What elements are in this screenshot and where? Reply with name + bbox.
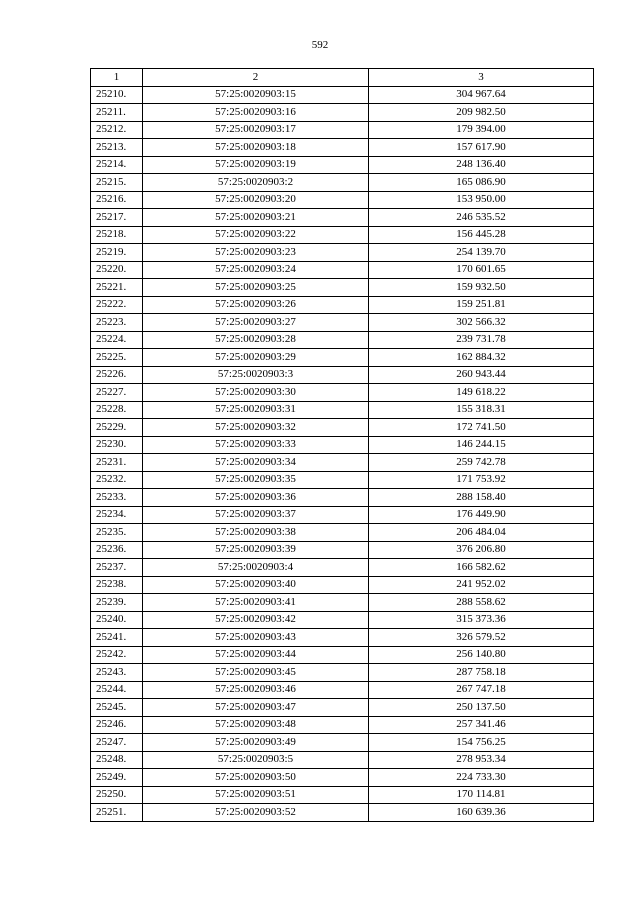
row-number: 25222. bbox=[91, 296, 143, 314]
cadastral-value: 170 601.65 bbox=[369, 261, 594, 279]
column-header-1: 1 bbox=[91, 69, 143, 87]
cadastral-value: 171 753.92 bbox=[369, 471, 594, 489]
row-number: 25237. bbox=[91, 559, 143, 577]
table-row bbox=[91, 191, 594, 209]
cadastral-number: 57:25:0020903:40 bbox=[143, 576, 369, 594]
row-number: 25238. bbox=[91, 576, 143, 594]
table-row bbox=[91, 104, 594, 122]
row-number: 25210. bbox=[91, 86, 143, 104]
table-row bbox=[91, 559, 594, 577]
cadastral-number: 57:25:0020903:50 bbox=[143, 769, 369, 787]
cadastral-value: 248 136.40 bbox=[369, 156, 594, 174]
row-number: 25220. bbox=[91, 261, 143, 279]
table-row bbox=[91, 646, 594, 664]
cadastral-value: 287 758.18 bbox=[369, 664, 594, 682]
row-number: 25215. bbox=[91, 174, 143, 192]
table-row bbox=[91, 594, 594, 612]
table-row bbox=[91, 366, 594, 384]
cadastral-number: 57:25:0020903:26 bbox=[143, 296, 369, 314]
cadastral-value: 157 617.90 bbox=[369, 139, 594, 157]
row-number: 25246. bbox=[91, 716, 143, 734]
cadastral-number: 57:25:0020903:48 bbox=[143, 716, 369, 734]
table-row bbox=[91, 174, 594, 192]
cadastral-value: 176 449.90 bbox=[369, 506, 594, 524]
cadastral-value: 259 742.78 bbox=[369, 454, 594, 472]
cadastral-number: 57:25:0020903:46 bbox=[143, 681, 369, 699]
row-number: 25243. bbox=[91, 664, 143, 682]
row-number: 25236. bbox=[91, 541, 143, 559]
table-row bbox=[91, 471, 594, 489]
cadastral-value: 326 579.52 bbox=[369, 629, 594, 647]
table-row bbox=[91, 506, 594, 524]
cadastral-value: 246 535.52 bbox=[369, 209, 594, 227]
row-number: 25245. bbox=[91, 699, 143, 717]
row-number: 25244. bbox=[91, 681, 143, 699]
table-row bbox=[91, 716, 594, 734]
row-number: 25241. bbox=[91, 629, 143, 647]
row-number: 25250. bbox=[91, 786, 143, 804]
table-row bbox=[91, 664, 594, 682]
cadastral-number: 57:25:0020903:39 bbox=[143, 541, 369, 559]
cadastral-number: 57:25:0020903:37 bbox=[143, 506, 369, 524]
table-row bbox=[91, 401, 594, 419]
cadastral-value: 278 953.34 bbox=[369, 751, 594, 769]
row-number: 25235. bbox=[91, 524, 143, 542]
table-row bbox=[91, 314, 594, 332]
cadastral-value: 288 558.62 bbox=[369, 594, 594, 612]
table-row bbox=[91, 786, 594, 804]
table-row bbox=[91, 261, 594, 279]
row-number: 25230. bbox=[91, 436, 143, 454]
cadastral-number: 57:25:0020903:24 bbox=[143, 261, 369, 279]
row-number: 25242. bbox=[91, 646, 143, 664]
cadastral-number: 57:25:0020903:23 bbox=[143, 244, 369, 262]
cadastral-number: 57:25:0020903:31 bbox=[143, 401, 369, 419]
cadastral-value: 241 952.02 bbox=[369, 576, 594, 594]
cadastral-value: 209 982.50 bbox=[369, 104, 594, 122]
row-number: 25231. bbox=[91, 454, 143, 472]
cadastral-value: 162 884.32 bbox=[369, 349, 594, 367]
cadastral-number: 57:25:0020903:5 bbox=[143, 751, 369, 769]
table-body bbox=[91, 86, 594, 821]
cadastral-number: 57:25:0020903:41 bbox=[143, 594, 369, 612]
row-number: 25223. bbox=[91, 314, 143, 332]
cadastral-value: 260 943.44 bbox=[369, 366, 594, 384]
cadastral-number: 57:25:0020903:21 bbox=[143, 209, 369, 227]
table-row bbox=[91, 331, 594, 349]
row-number: 25218. bbox=[91, 226, 143, 244]
table-row bbox=[91, 296, 594, 314]
cadastral-number: 57:25:0020903:49 bbox=[143, 734, 369, 752]
row-number: 25247. bbox=[91, 734, 143, 752]
row-number: 25240. bbox=[91, 611, 143, 629]
column-header-2: 2 bbox=[143, 69, 369, 87]
row-number: 25249. bbox=[91, 769, 143, 787]
cadastral-value: 170 114.81 bbox=[369, 786, 594, 804]
cadastral-number: 57:25:0020903:44 bbox=[143, 646, 369, 664]
cadastral-value: 149 618.22 bbox=[369, 384, 594, 402]
table-row bbox=[91, 384, 594, 402]
row-number: 25213. bbox=[91, 139, 143, 157]
cadastral-value: 239 731.78 bbox=[369, 331, 594, 349]
row-number: 25221. bbox=[91, 279, 143, 297]
header-row bbox=[91, 69, 594, 87]
cadastral-number: 57:25:0020903:25 bbox=[143, 279, 369, 297]
table-row bbox=[91, 576, 594, 594]
cadastral-number: 57:25:0020903:32 bbox=[143, 419, 369, 437]
cadastral-value: 146 244.15 bbox=[369, 436, 594, 454]
table-row bbox=[91, 489, 594, 507]
table-row bbox=[91, 209, 594, 227]
cadastral-value: 172 741.50 bbox=[369, 419, 594, 437]
row-number: 25251. bbox=[91, 804, 143, 822]
row-number: 25211. bbox=[91, 104, 143, 122]
table-row bbox=[91, 86, 594, 104]
column-header-3: 3 bbox=[369, 69, 594, 87]
table-row bbox=[91, 769, 594, 787]
cadastral-number: 57:25:0020903:16 bbox=[143, 104, 369, 122]
row-number: 25232. bbox=[91, 471, 143, 489]
row-number: 25234. bbox=[91, 506, 143, 524]
cadastral-number: 57:25:0020903:22 bbox=[143, 226, 369, 244]
cadastral-number: 57:25:0020903:17 bbox=[143, 121, 369, 139]
cadastral-value: 179 394.00 bbox=[369, 121, 594, 139]
cadastral-number: 57:25:0020903:52 bbox=[143, 804, 369, 822]
cadastral-value: 376 206.80 bbox=[369, 541, 594, 559]
cadastral-number: 57:25:0020903:4 bbox=[143, 559, 369, 577]
cadastral-value: 267 747.18 bbox=[369, 681, 594, 699]
cadastral-value: 156 445.28 bbox=[369, 226, 594, 244]
cadastral-number: 57:25:0020903:36 bbox=[143, 489, 369, 507]
table-row bbox=[91, 244, 594, 262]
row-number: 25216. bbox=[91, 191, 143, 209]
cadastral-value: 254 139.70 bbox=[369, 244, 594, 262]
row-number: 25239. bbox=[91, 594, 143, 612]
table-row bbox=[91, 349, 594, 367]
cadastral-number: 57:25:0020903:15 bbox=[143, 86, 369, 104]
cadastral-number: 57:25:0020903:20 bbox=[143, 191, 369, 209]
table-row bbox=[91, 156, 594, 174]
cadastral-value: 288 158.40 bbox=[369, 489, 594, 507]
row-number: 25217. bbox=[91, 209, 143, 227]
cadastral-value: 153 950.00 bbox=[369, 191, 594, 209]
row-number: 25226. bbox=[91, 366, 143, 384]
cadastral-number: 57:25:0020903:42 bbox=[143, 611, 369, 629]
row-number: 25224. bbox=[91, 331, 143, 349]
cadastral-number: 57:25:0020903:51 bbox=[143, 786, 369, 804]
row-number: 25214. bbox=[91, 156, 143, 174]
table-row bbox=[91, 734, 594, 752]
cadastral-value: 155 318.31 bbox=[369, 401, 594, 419]
table-row bbox=[91, 121, 594, 139]
cadastral-number: 57:25:0020903:2 bbox=[143, 174, 369, 192]
row-number: 25227. bbox=[91, 384, 143, 402]
row-number: 25212. bbox=[91, 121, 143, 139]
row-number: 25248. bbox=[91, 751, 143, 769]
cadastral-number: 57:25:0020903:18 bbox=[143, 139, 369, 157]
cadastral-number: 57:25:0020903:34 bbox=[143, 454, 369, 472]
table-row bbox=[91, 454, 594, 472]
table-row bbox=[91, 419, 594, 437]
cadastral-value: 224 733.30 bbox=[369, 769, 594, 787]
cadastral-number: 57:25:0020903:45 bbox=[143, 664, 369, 682]
cadastral-value: 257 341.46 bbox=[369, 716, 594, 734]
row-number: 25229. bbox=[91, 419, 143, 437]
cadastral-value-table bbox=[90, 68, 594, 822]
cadastral-number: 57:25:0020903:38 bbox=[143, 524, 369, 542]
table-row bbox=[91, 226, 594, 244]
table-row bbox=[91, 681, 594, 699]
cadastral-number: 57:25:0020903:47 bbox=[143, 699, 369, 717]
cadastral-number: 57:25:0020903:30 bbox=[143, 384, 369, 402]
cadastral-number: 57:25:0020903:29 bbox=[143, 349, 369, 367]
row-number: 25225. bbox=[91, 349, 143, 367]
cadastral-value: 166 582.62 bbox=[369, 559, 594, 577]
cadastral-value: 159 251.81 bbox=[369, 296, 594, 314]
cadastral-value: 165 086.90 bbox=[369, 174, 594, 192]
cadastral-value: 256 140.80 bbox=[369, 646, 594, 664]
table-row bbox=[91, 629, 594, 647]
table-row bbox=[91, 611, 594, 629]
cadastral-value: 206 484.04 bbox=[369, 524, 594, 542]
cadastral-number: 57:25:0020903:35 bbox=[143, 471, 369, 489]
cadastral-value: 315 373.36 bbox=[369, 611, 594, 629]
cadastral-number: 57:25:0020903:3 bbox=[143, 366, 369, 384]
table-row bbox=[91, 804, 594, 822]
row-number: 25228. bbox=[91, 401, 143, 419]
page-number: 592 bbox=[311, 39, 329, 51]
cadastral-value: 304 967.64 bbox=[369, 86, 594, 104]
table-row bbox=[91, 751, 594, 769]
cadastral-value: 160 639.36 bbox=[369, 804, 594, 822]
table-row bbox=[91, 524, 594, 542]
cadastral-value: 302 566.32 bbox=[369, 314, 594, 332]
cadastral-number: 57:25:0020903:28 bbox=[143, 331, 369, 349]
table-row bbox=[91, 541, 594, 559]
cadastral-value: 250 137.50 bbox=[369, 699, 594, 717]
row-number: 25233. bbox=[91, 489, 143, 507]
cadastral-number: 57:25:0020903:27 bbox=[143, 314, 369, 332]
table-row bbox=[91, 436, 594, 454]
table-row bbox=[91, 279, 594, 297]
cadastral-number: 57:25:0020903:33 bbox=[143, 436, 369, 454]
cadastral-number: 57:25:0020903:19 bbox=[143, 156, 369, 174]
cadastral-number: 57:25:0020903:43 bbox=[143, 629, 369, 647]
table-row bbox=[91, 139, 594, 157]
row-number: 25219. bbox=[91, 244, 143, 262]
table-row bbox=[91, 699, 594, 717]
cadastral-value: 154 756.25 bbox=[369, 734, 594, 752]
cadastral-value: 159 932.50 bbox=[369, 279, 594, 297]
